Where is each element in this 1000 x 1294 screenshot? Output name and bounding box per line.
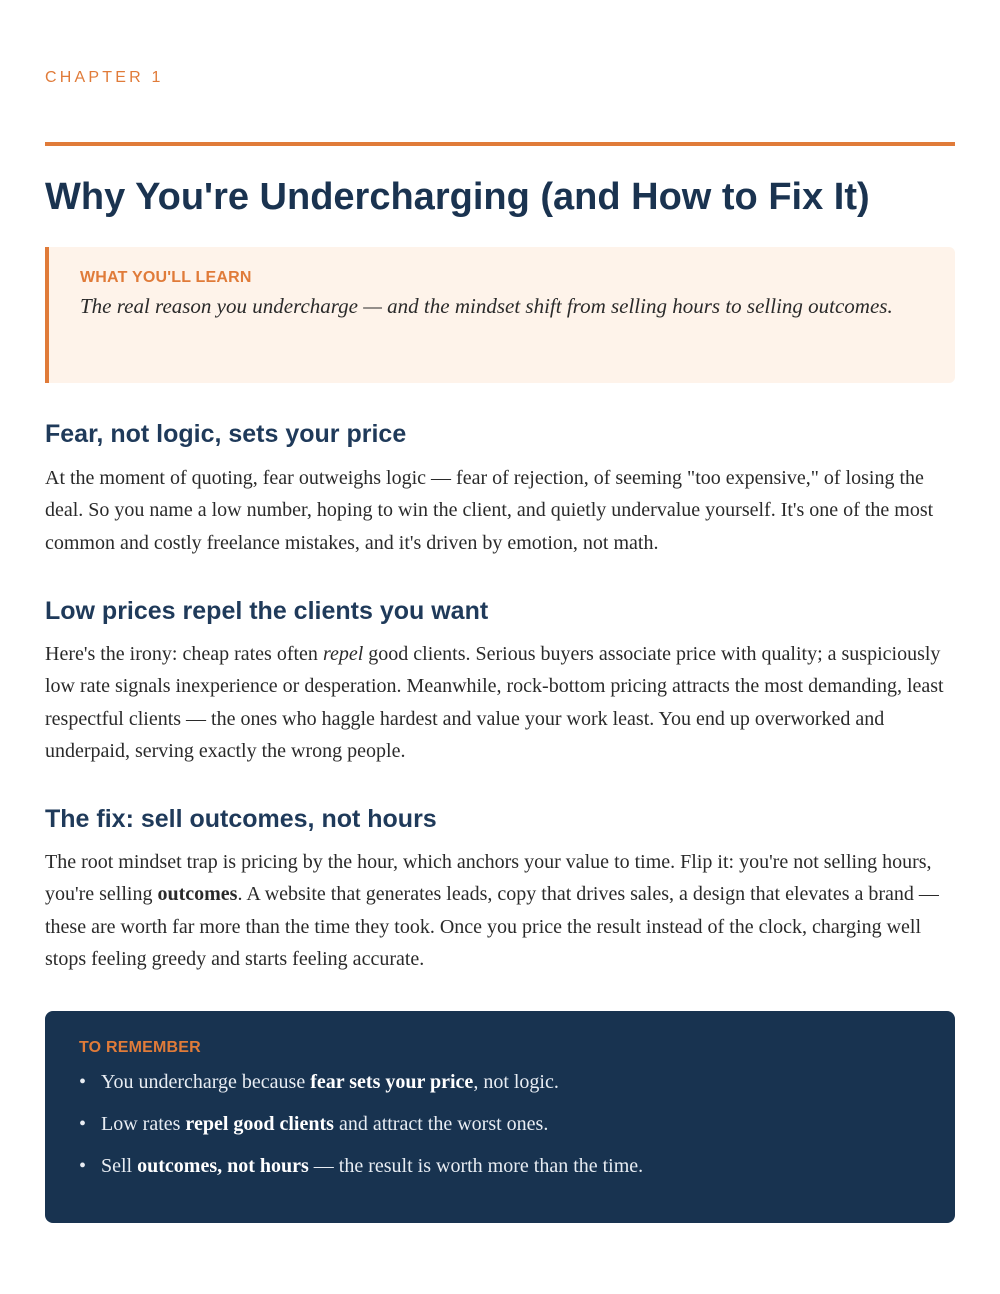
learn-summary: The real reason you undercharge — and the mindset shift from selling hours to selling outcomes.	[80, 294, 893, 318]
item-text: , not logic.	[473, 1071, 559, 1093]
bullet-icon: •	[79, 1155, 87, 1177]
remember-list	[79, 1070, 921, 1178]
item-text: — the result is worth more than the time.	[308, 1155, 644, 1177]
paragraph-text: The root mindset trap is pricing by the hour, which anchors your value to time. Flip it: you're not selling hours, you're selling	[45, 851, 932, 906]
item-text: and attract the worst ones.	[333, 1113, 549, 1135]
emphasis-text: repel	[322, 643, 364, 665]
paragraph-text: Here's the irony: cheap rates often	[45, 643, 323, 665]
chapter-divider	[45, 142, 955, 146]
list-item	[79, 1112, 921, 1136]
learn-label: WHAT YOU'LL LEARN	[80, 269, 252, 286]
item-strong: outcomes, not hours	[137, 1155, 309, 1177]
item-strong: fear sets your price	[310, 1071, 474, 1093]
section-paragraph-fix	[45, 846, 955, 975]
bullet-icon: •	[79, 1113, 87, 1135]
section-heading-low-prices: Low prices repel the clients you want	[45, 597, 489, 625]
list-item	[79, 1070, 921, 1094]
item-text: Sell	[101, 1155, 138, 1177]
paragraph-text: . A website that generates leads, copy that drives sales, a design that elevates a brand — these are worth far more than the time they took. Once you price the result instead of the clock, charging well stops feeling greedy and starts feeling accurate.	[45, 883, 939, 970]
remember-label: TO REMEMBER	[79, 1039, 201, 1056]
strong-text: outcomes	[157, 883, 238, 906]
section-paragraph-low-prices	[45, 638, 955, 767]
chapter-title: Why You're Undercharging (and How to Fix It)	[45, 176, 870, 218]
what-youll-learn-callout	[45, 247, 955, 383]
paragraph-text: good clients. Serious buyers associate price with quality; a suspiciously low rate signals inexperience or desperation. Meanwhile, rock-bottom pricing attracts the most demanding, least respectful clients — the ones who haggle hardest and value your work least. You end up overworked and underpaid, serving exactly the wrong people.	[45, 643, 944, 762]
item-text: You undercharge because	[101, 1071, 311, 1093]
section-heading-fear: Fear, not logic, sets your price	[45, 420, 407, 448]
item-text: Low rates	[101, 1113, 186, 1135]
item-strong: repel good clients	[185, 1113, 334, 1135]
section-paragraph-fear: At the moment of quoting, fear outweighs logic — fear of rejection, of seeming "too expensive," of losing the deal. So you name a low number, hoping to win the client, and quietly undervalue yourself. It's one of the most common and costly freelance mistakes, and it's driven by emotion, not math.	[45, 467, 934, 554]
bullet-icon: •	[79, 1071, 87, 1093]
to-remember-callout	[45, 1011, 955, 1223]
chapter-eyebrow: CHAPTER 1	[45, 69, 164, 86]
section-heading-fix: The fix: sell outcomes, not hours	[45, 805, 437, 833]
list-item	[79, 1154, 921, 1178]
